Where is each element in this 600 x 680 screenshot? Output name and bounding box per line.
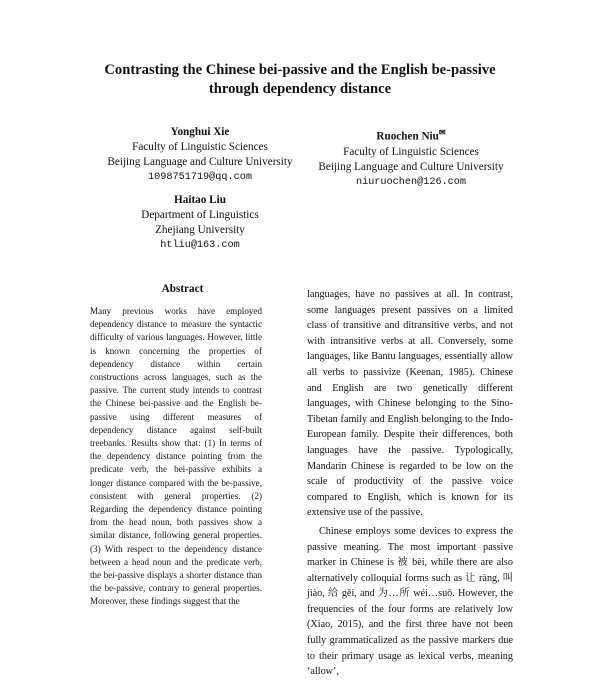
author-email[interactable]: 1098751719@qq.com [148, 172, 252, 183]
paper-title [40, 61, 560, 99]
author-affiliation: Faculty of Linguistic Sciences [132, 141, 268, 153]
author-institution: Zhejiang University [155, 224, 245, 236]
author-name: Yonghui Xie [170, 126, 230, 138]
abstract-text: Many previous works have employed dependency distance to measure the syntactic difficulty of various languages. However, little is known concerning the properties of dependency distance within certain constructions across languages, such as the passive. The current study intends to contrast the Chinese bei-passive and the English be-passive using different measures of dependency distance against self-built treebanks. Results show that: (1) In terms of the dependency distance pointing from the predicate verb, the bei-passive exhibits a longer distance compared with the be-passive, consistent with general properties. (2) Regarding the dependency distance pointing from the head noun, both passives show a similar distance, following general properties. (3) With respect to the dependency distance between a head noun and the predicate verb, the bei-passive displays a shorter distance than the be-passive, contrary to general properties. Moreover, these findings suggest that the [90, 306, 262, 607]
title-line-2: through dependency distance [208, 81, 392, 97]
author-institution: Beijing Language and Culture University [107, 156, 293, 168]
body-paragraph-1: languages, have no passives at all. In contrast, some languages present passives on a limited class of transitive and ditransitive verbs, and not with intransitive verbs at all. Conversely, some languages, like Bantu languages, essentially allow all verbs to passivize (Keenan, 1985). Chinese and English are two genetically different languages, with Chinese belonging to the Sino-Tibetan family and English belonging to the Indo-European family. Despite their differences, both languages have the passive. Typologically, Mandarin Chinese is regarded to be low on the scale of productivity of the passive voice compared to English, which is known for its extensive use of the passive. [307, 289, 513, 519]
author-affiliation: Faculty of Linguistic Sciences [343, 145, 479, 158]
body-paragraph-2: Chinese employs some devices to express the passive meaning. The most important passive marker in Chinese is 被 bèi, while there are also alternatively colloquial forms such as 让 ràng, 叫 jiào, 给 gěi, and 为…所 wéi…suǒ. However, the frequencies of the four forms are relatively low (Xiao, 2015), and the first three have not been fully grammaticalized as the passive markers due to their primary usage as lexical verbs, meaning ‘allow’, [307, 525, 513, 678]
author-block-1 [95, 125, 305, 185]
author-name-line [306, 125, 516, 145]
author-affiliation: Department of Linguistics [141, 209, 259, 221]
body-column-right [307, 287, 513, 680]
author-name: Ruochen Niu [376, 130, 439, 143]
author-email[interactable]: htliu@163.com [160, 240, 240, 251]
title-line-1: Contrasting the Chinese bei-passive and the English be-passive [104, 62, 496, 78]
author-institution: Beijing Language and Culture University [318, 160, 504, 173]
author-block-3 [95, 193, 305, 253]
envelope-icon: ✉ [438, 128, 446, 137]
author-name: Haitao Liu [174, 194, 226, 206]
author-block-2 [306, 125, 516, 190]
author-email[interactable]: niuruochen@126.com [355, 176, 467, 188]
abstract-heading: Abstract [161, 283, 204, 295]
